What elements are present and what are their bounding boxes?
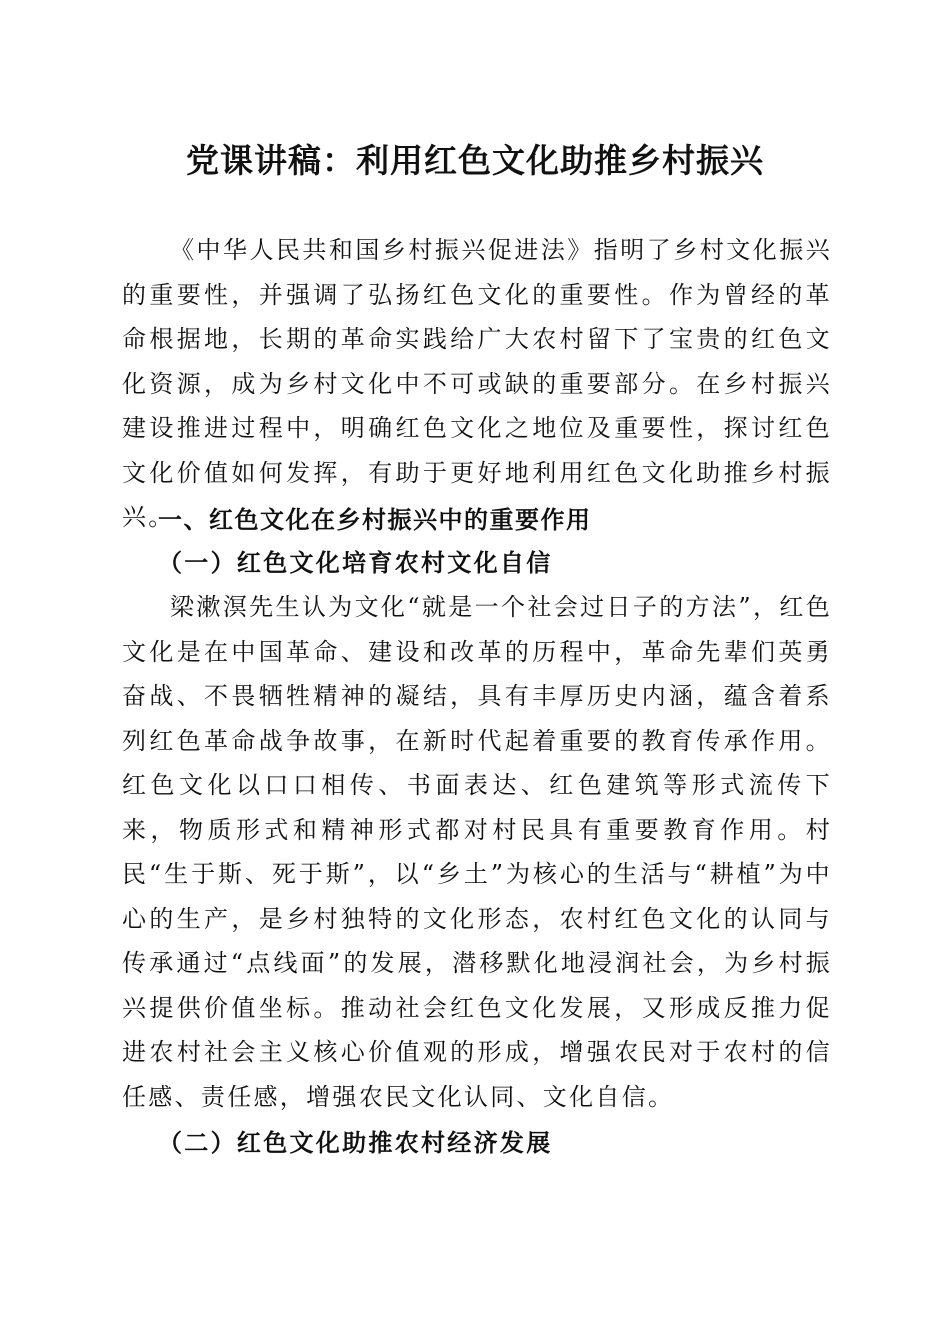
document-title: 党课讲稿：利用红色文化助推乡村振兴 xyxy=(186,141,764,180)
subsection-heading-2: （二）红色文化助推农村经济发展 xyxy=(158,1128,553,1157)
section-heading-1: 一、红色文化在乡村振兴中的重要作用 xyxy=(158,506,592,534)
subsection-1-paragraph: 梁漱溟先生认为文化“就是一个社会过日子的方法”，红色文化是在中国革命、建设和改革的历程中，革命先辈们英勇奋战、不畏牺牲精神的凝结，具有丰厚历史内涵，蕴含着系列红色革命战争故事，在新时代起着重要的教育传承作用。红色文化以口口相传、书面表达、红色建筑等形式流传下来，物质形式和精神形式都对村民具有重要教育作用。村民“生于斯、死于斯”，以“乡土”为核心的生活与“耕植”为中心的生产，是乡村独特的文化形态，农村红色文化的认同与传承通过“点线面”的发展，潜移默化地浸润社会，为乡村振兴提供价值坐标。推动社会红色文化发展，又形成反推力促进农村社会主义核心价值观的形成，增强农民对于农村的信任感、责任感，增强农民文化认同、文化自信。 xyxy=(122,593,832,1111)
intro-paragraph: 《中华人民共和国乡村振兴促进法》指明了乡村文化振兴的重要性，并强调了弘扬红色文化的重要性。作为曾经的革命根据地，长期的革命实践给广大农村留下了宝贵的红色文化资源，成为乡村文化中不可或缺的重要部分。在乡村振兴建设推进过程中，明确红色文化之地位及重要性，探讨红色文化价值如何发挥，有助于更好地利用红色文化助推乡村振兴。 xyxy=(122,236,832,531)
subsection-heading-1: （一）红色文化培育农村文化自信 xyxy=(158,548,553,577)
